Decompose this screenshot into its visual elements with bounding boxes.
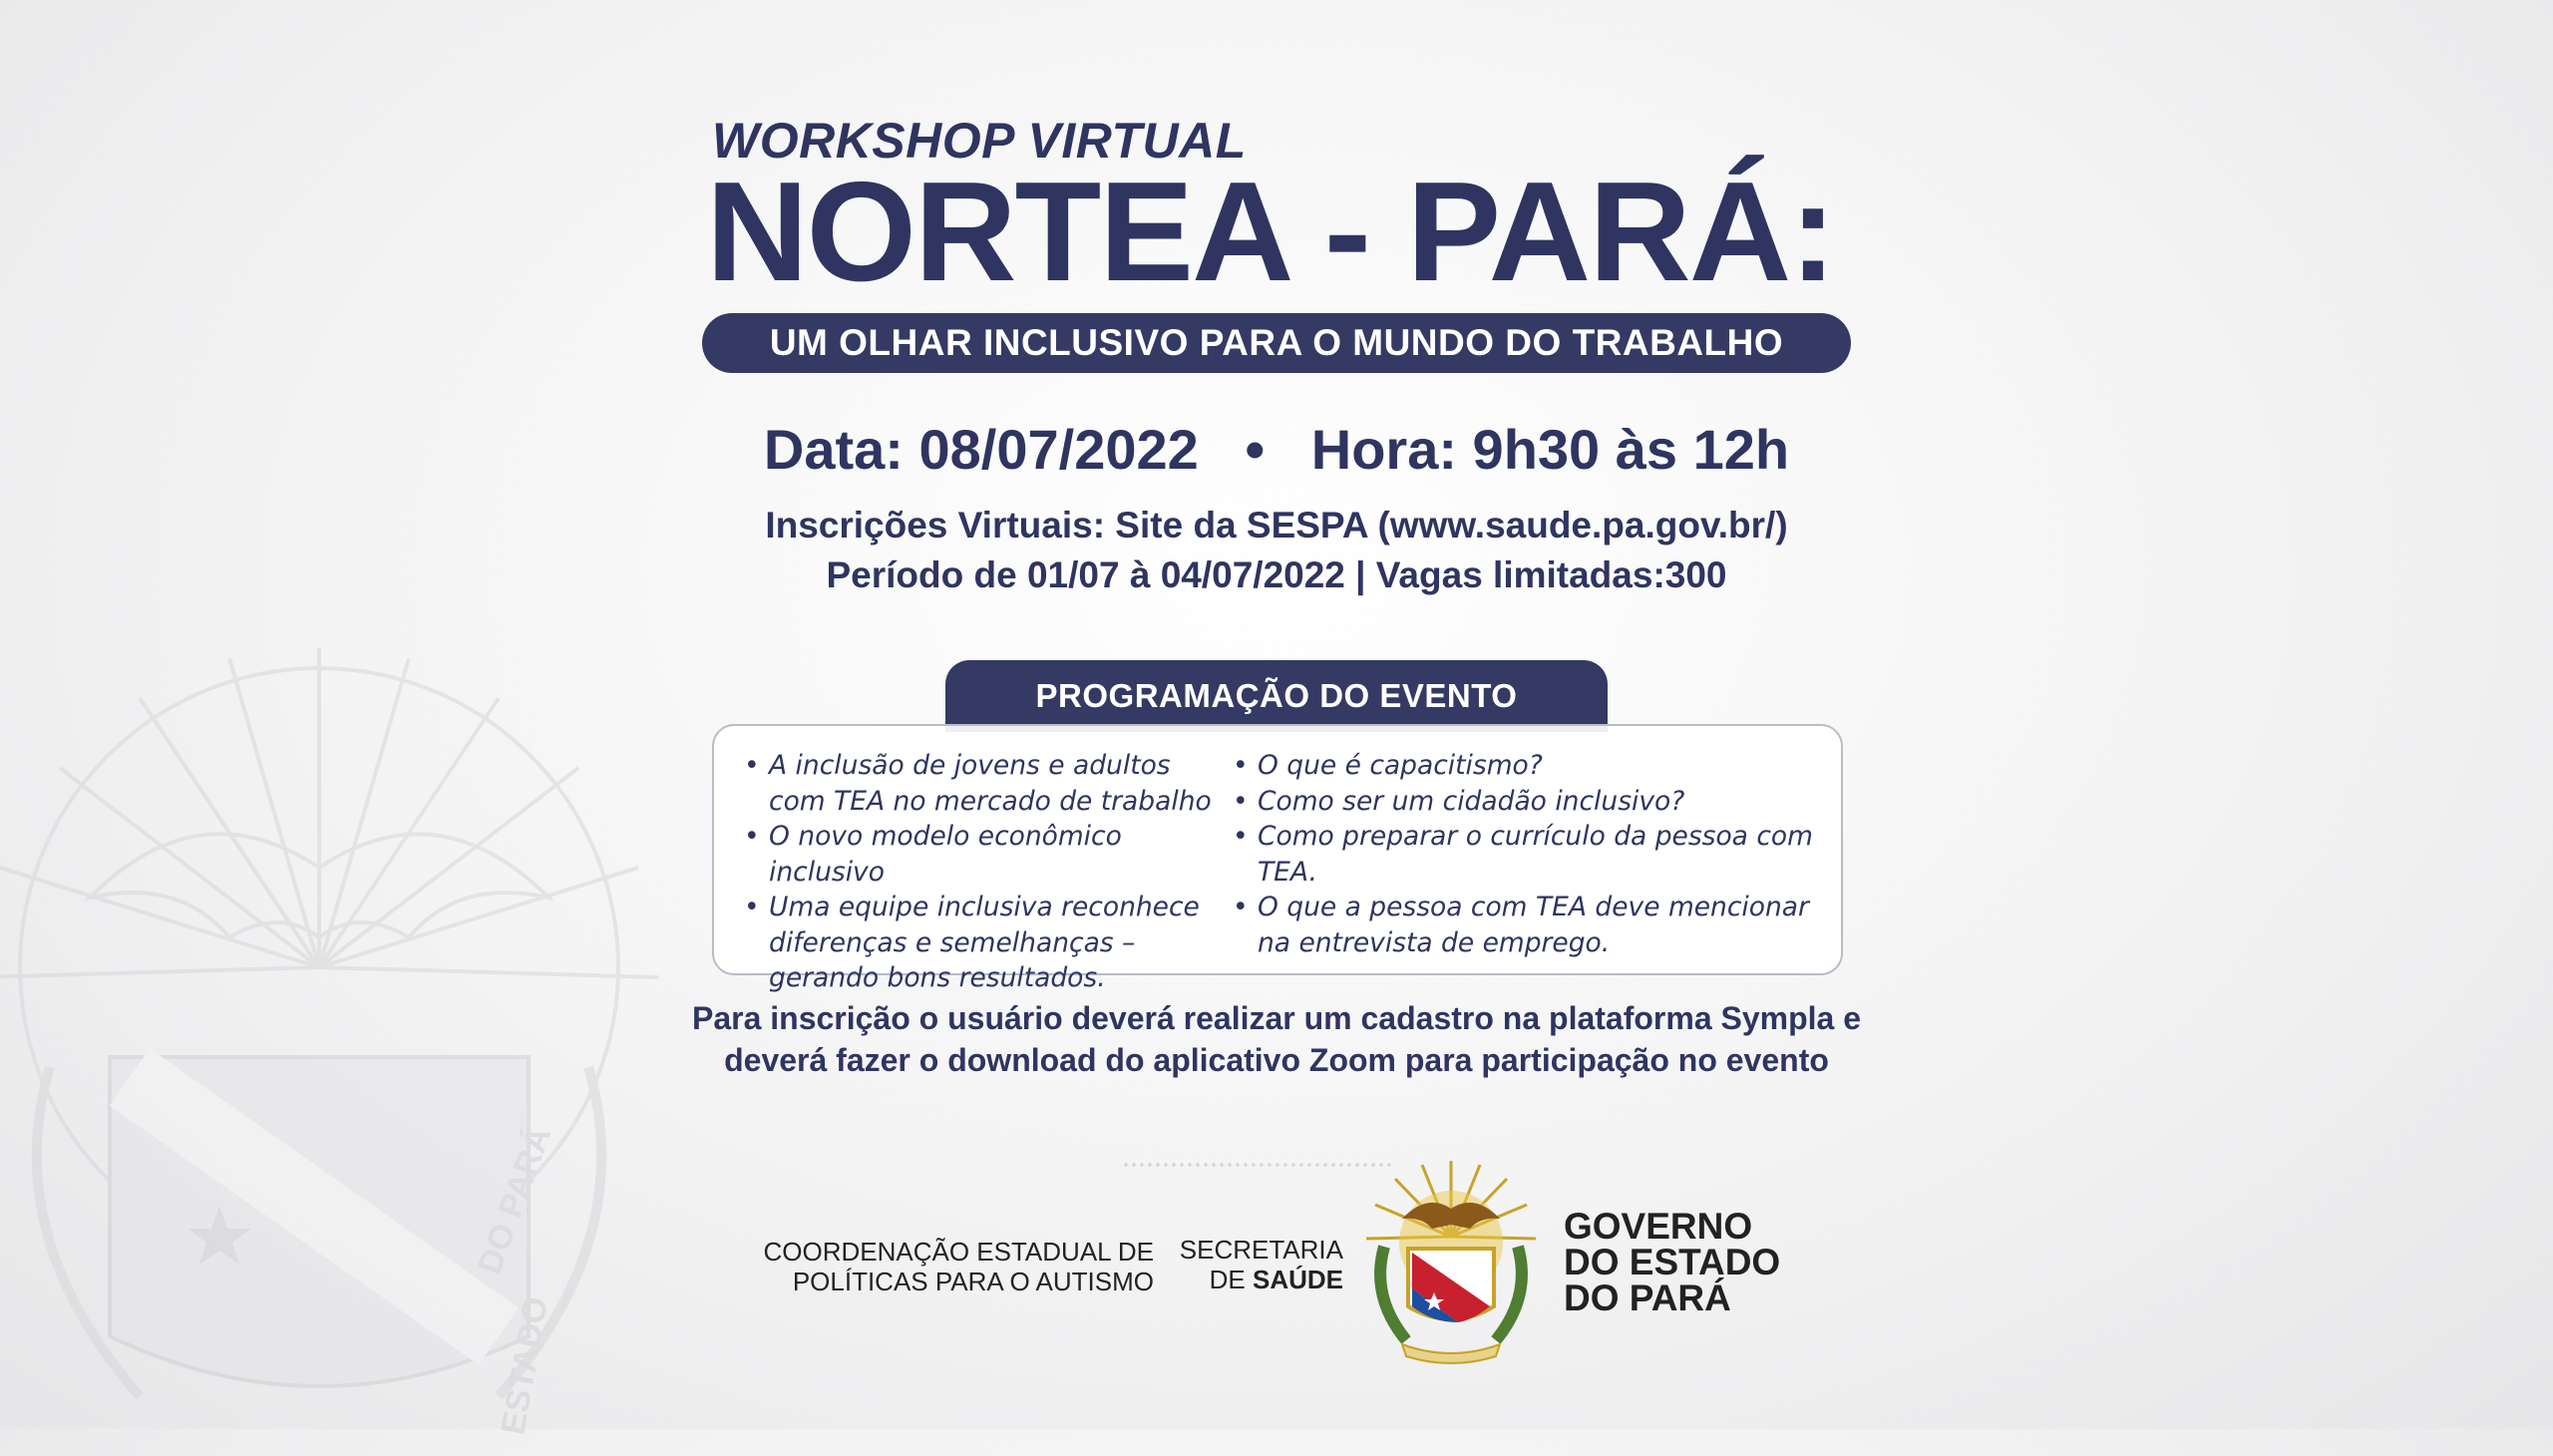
coordination-logo-text (763, 1237, 1154, 1296)
subtitle-text: UM OLHAR INCLUSIVO PARA O MUNDO DO TRABALHO (769, 322, 1784, 363)
governo-line-3: DO PARÁ (1564, 1277, 1731, 1318)
secretaria-line-1: SECRETARIA (1179, 1235, 1343, 1265)
event-date: Data: 08/07/2022 (763, 418, 1199, 481)
instructions-line-2: deverá fazer o download do aplicativo Zoom para participação no evento (724, 1042, 1829, 1078)
secretaria-line-2 (1180, 1265, 1343, 1294)
governo-logo-text (1564, 1206, 1781, 1318)
secretaria-prefix: DE (1209, 1265, 1253, 1294)
program-heading: PROGRAMAÇÃO DO EVENTO (1035, 677, 1518, 714)
watermark-text-estado: ESTADO (494, 1293, 556, 1438)
program-heading-tab (945, 660, 1608, 732)
coordination-line-1: COORDENAÇÃO ESTADUAL DE (763, 1237, 1154, 1267)
program-list-right (1233, 748, 1831, 960)
dotted-divider (1122, 1163, 1391, 1167)
secretaria-logo-text (1180, 1235, 1343, 1294)
instructions-line-1: Para inscrição o usuário deverá realizar um cadastro na plataforma Sympla e (691, 1000, 1862, 1036)
event-title: NORTEA - PARÁ: (706, 153, 1835, 311)
list-item: • Uma equipe inclusiva reconhece diferenças e semelhanças – gerando bons resultados. (744, 890, 1213, 996)
program-list-left (744, 748, 1213, 996)
list-item: • Como preparar o currículo da pessoa com TEA. (1233, 819, 1831, 890)
program-box (712, 724, 1843, 993)
list-item: • A inclusão de jovens e adultos com TEA no mercado de trabalho (744, 748, 1213, 819)
event-kicker: WORKSHOP VIRTUAL (712, 113, 1247, 169)
registration-period: Período de 01/07 à 04/07/2022 | Vagas limitadas:300 (826, 554, 1727, 595)
event-time: Hora: 9h30 às 12h (1310, 418, 1790, 481)
list-item: • O que é capacitismo? (1233, 748, 1831, 784)
registration-site: Inscrições Virtuais: Site da SESPA (www.saude.pa.gov.br/) (765, 505, 1788, 546)
state-coat-of-arms-icon (1362, 1157, 1540, 1368)
governo-line-2: DO ESTADO (1564, 1242, 1781, 1282)
subtitle-banner (702, 313, 1851, 373)
governo-line-1: GOVERNO (1564, 1206, 1753, 1247)
secretaria-saude: SAÚDE (1252, 1265, 1343, 1294)
date-time-line (0, 417, 2553, 482)
list-item: • O novo modelo econômico inclusivo (744, 819, 1213, 890)
coordination-line-2: POLÍTICAS PARA O AUTISMO (792, 1267, 1154, 1296)
bullet-separator: • (1245, 418, 1266, 481)
list-item: • O que a pessoa com TEA deve mencionar na entrevista de emprego. (1233, 890, 1831, 960)
list-item: • Como ser um cidadão inclusivo? (1233, 784, 1831, 820)
watermark-text-do-para: DO PARÁ (470, 1121, 559, 1279)
